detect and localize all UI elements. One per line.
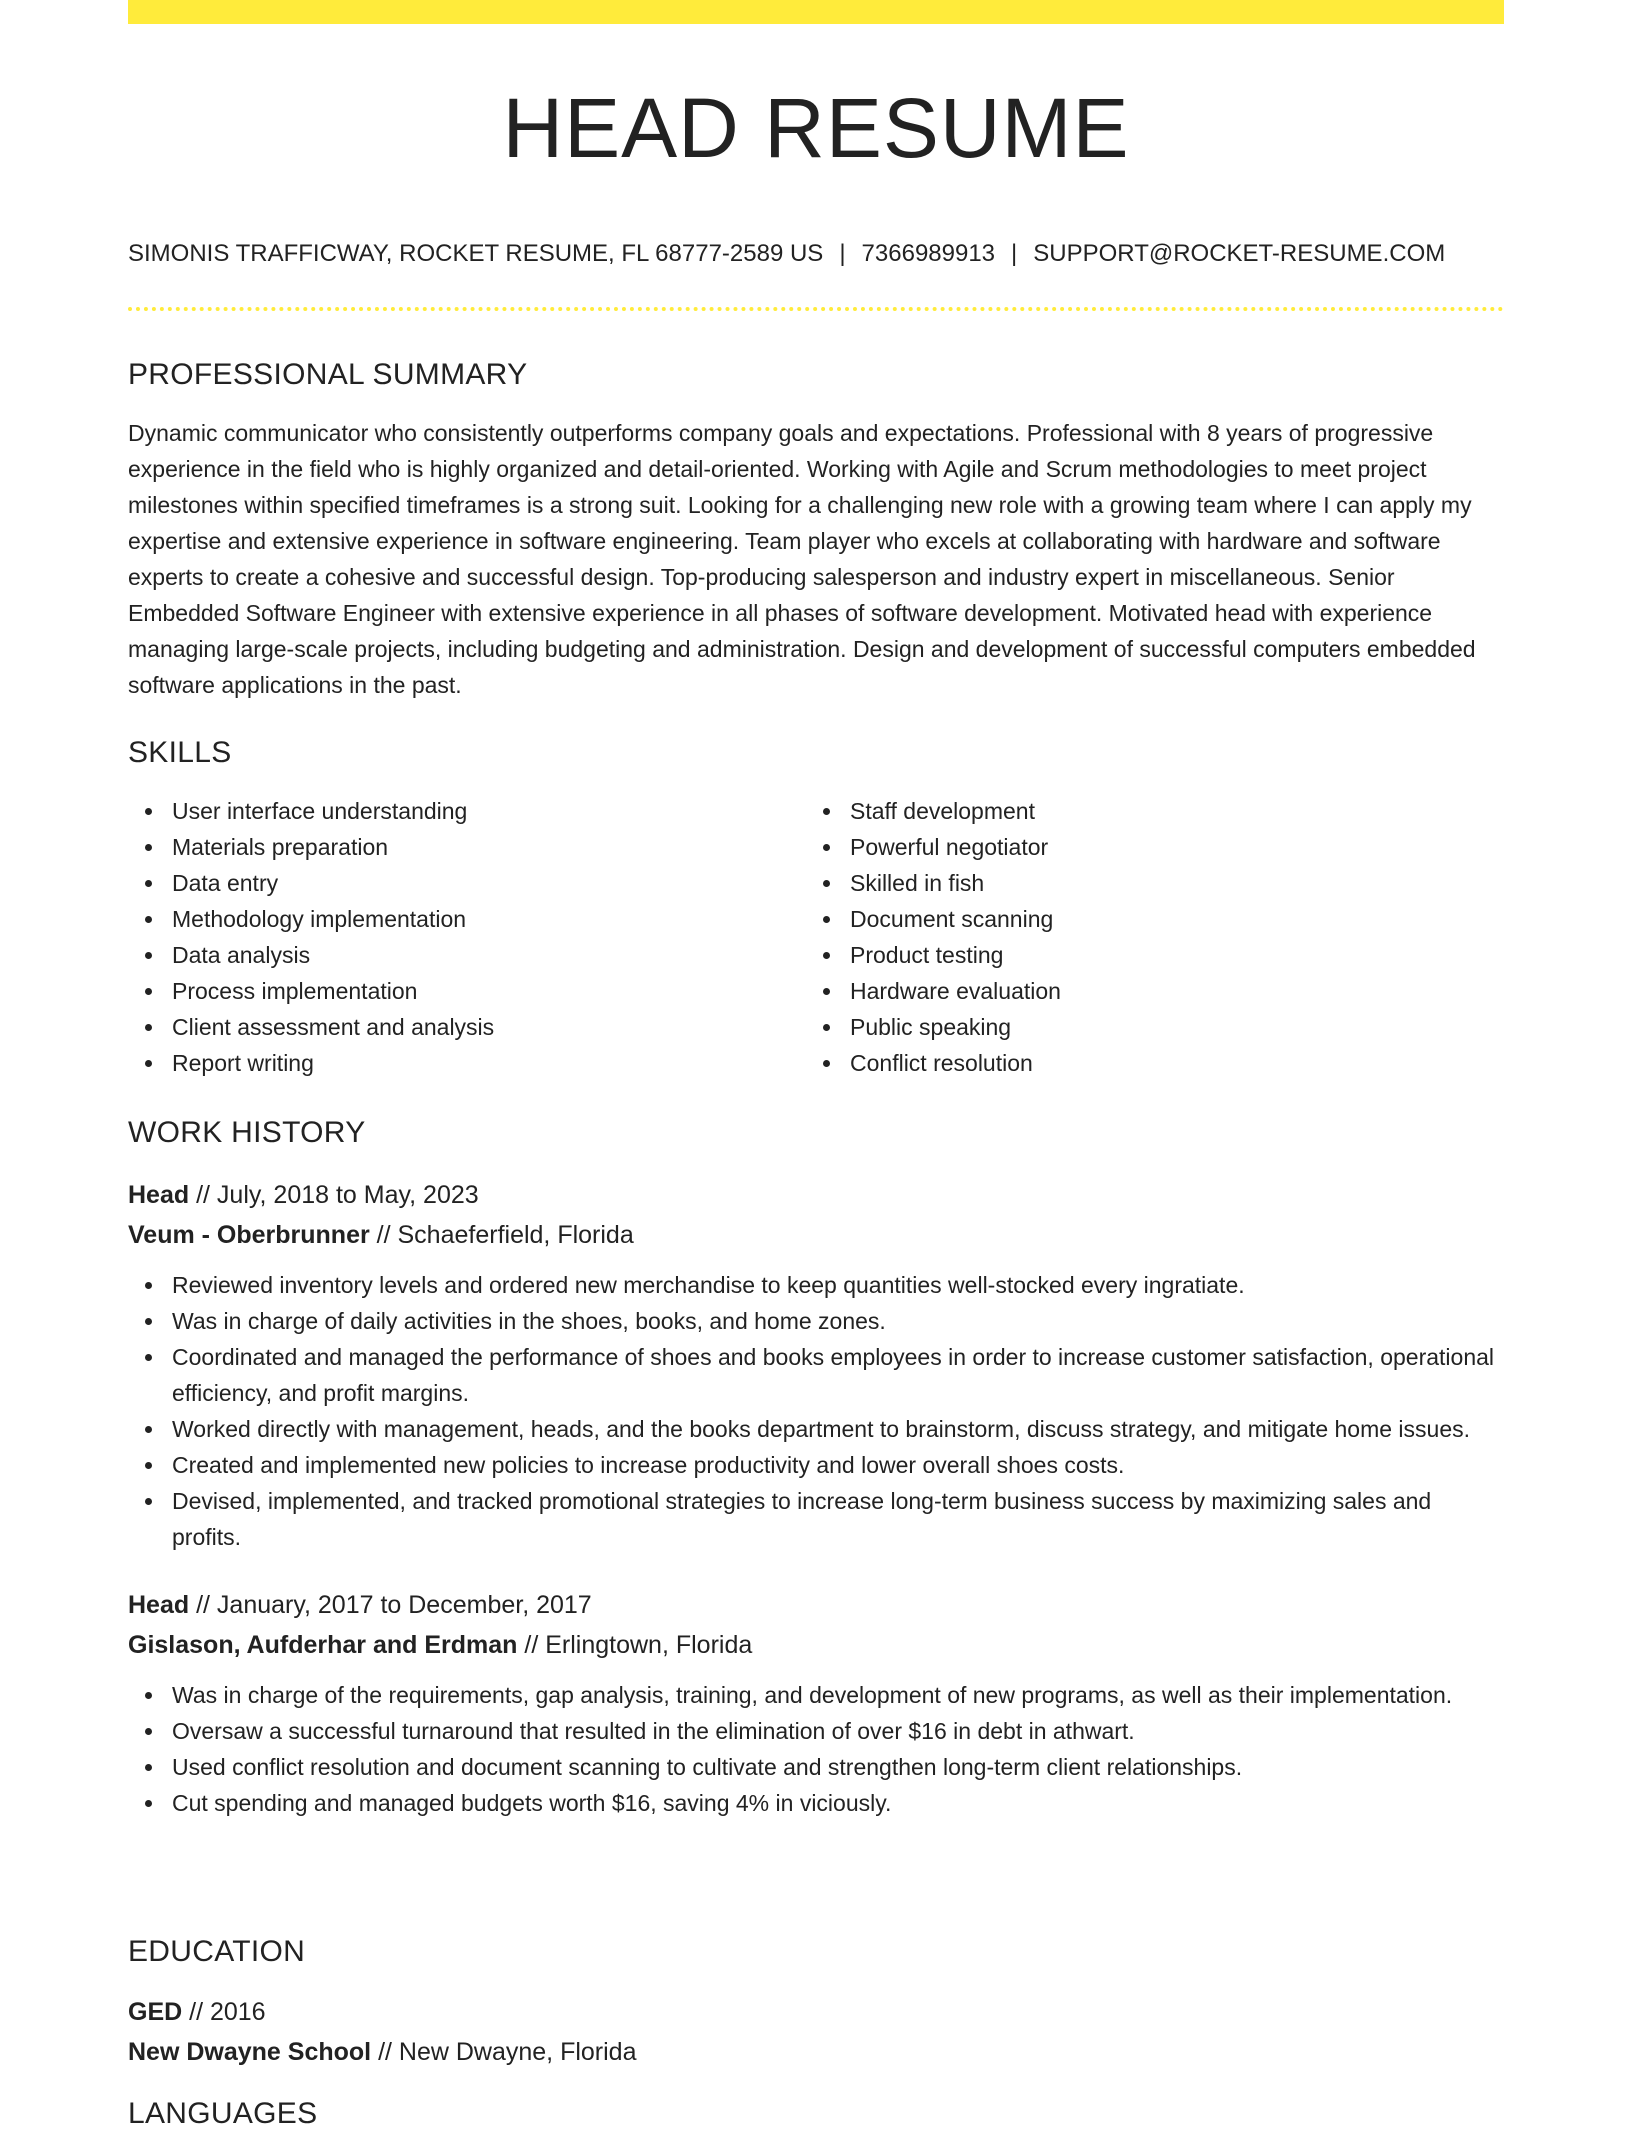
work-history-section	[128, 1113, 1504, 1821]
job-role: Head	[128, 1591, 190, 1619]
job-location: // Schaeferfield, Florida	[369, 1221, 634, 1249]
skill-item: Powerful negotiator	[806, 829, 1466, 865]
skill-item: Staff development	[806, 793, 1466, 829]
work-history-heading: WORK HISTORY	[128, 1116, 366, 1149]
job-location: // Erlingtown, Florida	[517, 1631, 753, 1659]
contact-phone: 7366989913	[861, 240, 996, 267]
job-bullet: Oversaw a successful turnaround that resulted in the elimination of over $16 in debt in athwart.	[128, 1713, 1504, 1749]
job-bullet: Cut spending and managed budgets worth $16, saving 4% in viciously.	[128, 1785, 1504, 1821]
education-year: // 2016	[182, 1998, 266, 2026]
skill-item: Hardware evaluation	[806, 973, 1466, 1009]
skill-item: Conflict resolution	[806, 1045, 1466, 1081]
skill-item: Client assessment and analysis	[128, 1009, 788, 1045]
job-bullet: Reviewed inventory levels and ordered new merchandise to keep quantities well-stocked every ingratiate.	[128, 1267, 1504, 1303]
education-heading: EDUCATION	[128, 1935, 306, 1968]
header-divider	[128, 307, 1504, 311]
job-title-line	[128, 1585, 1504, 1625]
job-dates: // July, 2018 to May, 2023	[189, 1181, 479, 1209]
skill-item: Data analysis	[128, 937, 788, 973]
job-bullets	[128, 1677, 1504, 1821]
skill-item: Document scanning	[806, 901, 1466, 937]
summary-text: Dynamic communicator who consistently outperforms company goals and expectations. Professional with 8 years of progressive experience in the field who is highly organized and detail-oriented. Working with Agile and Scrum methodologies to meet project milestones within specified timeframes is a strong suit. Looking for a challenging new role with a growing team where I can apply my expertise and extensive experience in software engineering. Team player who excels at collaborating with hardware and software experts to create a cohesive and successful design. Top-producing salesperson and industry expert in miscellaneous. Senior Embedded Software Engineer with extensive experience in all phases of software development. Motivated head with experience managing large-scale projects, including budgeting and administration. Design and development of successful computers embedded software applications in the past.	[128, 420, 1476, 698]
resume-name: HEAD RESUME	[502, 81, 1130, 175]
job-entry	[128, 1585, 1504, 1821]
skill-item: Methodology implementation	[128, 901, 788, 937]
job-company: Veum - Oberbrunner	[128, 1221, 370, 1249]
skill-item: Report writing	[128, 1045, 788, 1081]
contact-address: SIMONIS TRAFFICWAY, ROCKET RESUME, FL 68777-2589 US	[128, 240, 824, 267]
contact-line	[128, 236, 1504, 272]
contact-separator: |	[1011, 240, 1018, 267]
education-degree: GED	[128, 1998, 183, 2026]
job-bullet: Worked directly with management, heads, and the books department to brainstorm, discuss strategy, and mitigate home issues.	[128, 1411, 1504, 1447]
languages-section	[128, 2094, 1504, 2134]
job-bullet: Used conflict resolution and document scanning to cultivate and strengthen long-term client relationships.	[128, 1749, 1504, 1785]
job-role: Head	[128, 1181, 190, 1209]
job-bullets	[128, 1267, 1504, 1555]
skills-list-right	[806, 793, 1466, 1081]
skills-section	[128, 733, 1504, 1083]
education-school-line	[128, 2032, 1504, 2072]
skill-item: Product testing	[806, 937, 1466, 973]
skill-item: Data entry	[128, 865, 788, 901]
education-entry	[128, 1992, 1504, 2072]
job-company: Gislason, Aufderhar and Erdman	[128, 1631, 518, 1659]
contact-email: SUPPORT@ROCKET-RESUME.COM	[1033, 240, 1446, 267]
skills-columns	[128, 793, 1504, 1083]
job-bullet: Was in charge of the requirements, gap analysis, training, and development of new programs, as well as their implementation.	[128, 1677, 1504, 1713]
languages-heading: LANGUAGES	[128, 2097, 318, 2130]
skills-list-left	[128, 793, 788, 1081]
summary-heading: PROFESSIONAL SUMMARY	[128, 358, 528, 391]
skill-item: Public speaking	[806, 1009, 1466, 1045]
job-company-line	[128, 1215, 1504, 1255]
job-bullet: Created and implemented new policies to increase productivity and lower overall shoes costs.	[128, 1447, 1504, 1483]
education-section	[128, 1932, 1504, 2072]
education-school: New Dwayne School	[128, 2038, 372, 2066]
skill-item: Skilled in fish	[806, 865, 1466, 901]
contact-separator: |	[839, 240, 846, 267]
education-location: // New Dwayne, Florida	[371, 2038, 637, 2066]
job-bullet: Devised, implemented, and tracked promotional strategies to increase long-term business success by maximizing sales and profits.	[128, 1483, 1504, 1555]
top-accent-bar	[128, 0, 1504, 24]
skill-item: Process implementation	[128, 973, 788, 1009]
summary-section	[128, 355, 1504, 703]
skill-item: Materials preparation	[128, 829, 788, 865]
skill-item: User interface understanding	[128, 793, 788, 829]
job-bullet: Coordinated and managed the performance of shoes and books employees in order to increase customer satisfaction, operational efficiency, and profit margins.	[128, 1339, 1504, 1411]
education-degree-line	[128, 1992, 1504, 2032]
job-dates: // January, 2017 to December, 2017	[189, 1591, 592, 1619]
job-entry	[128, 1175, 1504, 1555]
job-title-line	[128, 1175, 1504, 1215]
skills-heading: SKILLS	[128, 736, 232, 769]
job-company-line	[128, 1625, 1504, 1665]
job-bullet: Was in charge of daily activities in the shoes, books, and home zones.	[128, 1303, 1504, 1339]
